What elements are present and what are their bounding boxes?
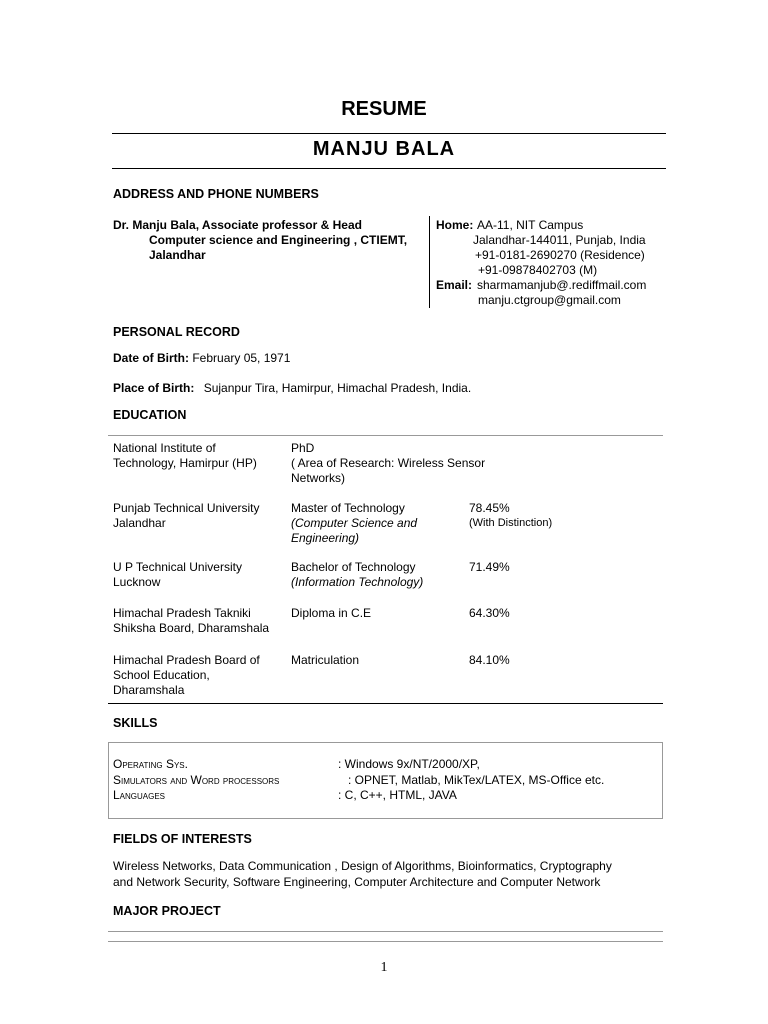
project-rule-1 (108, 931, 663, 932)
dob-row (113, 351, 290, 365)
edu-row-5-inst-1: Himachal Pradesh Board of (113, 653, 260, 667)
home-line-3: +91-0181-2690270 (Residence) (475, 248, 645, 262)
skill-value-3: : C, C++, HTML, JAVA (338, 788, 457, 802)
project-rule-2 (108, 941, 663, 942)
email-line-2: manju.ctgroup@gmail.com (478, 293, 621, 307)
skills-heading: SKILLS (113, 716, 158, 730)
edu-row-2-inst-1: Punjab Technical University (113, 501, 260, 515)
edu-row-4-score: 64.30% (469, 606, 510, 620)
edu-row-5-inst-3: Dharamshala (113, 683, 185, 697)
address-divider (429, 216, 430, 308)
skill-value-2: : OPNET, Matlab, MikTex/LATEX, MS-Office etc. (348, 773, 605, 787)
interests-heading: FIELDS OF INTERESTS (113, 832, 252, 846)
edu-row-1-inst-1: National Institute of (113, 441, 216, 455)
pob-row (113, 381, 471, 395)
edu-row-2-deg-3: Engineering) (291, 531, 360, 545)
pob-value: Sujanpur Tira, Hamirpur, Himachal Pradesh, India. (203, 381, 472, 395)
edu-row-3-inst-1: U P Technical University (113, 560, 242, 574)
title-divider (112, 133, 666, 134)
skill-label-2: Simulators and Word processors (113, 773, 280, 787)
office-line-2: Computer science and Engineering , CTIEMT, (149, 233, 408, 247)
home-line-4: +91-09878402703 (M) (478, 263, 598, 277)
interests-line-1: Wireless Networks, Data Communication , Design of Algorithms, Bioinformatics, Cryptography (113, 859, 612, 873)
pob-label: Place of Birth: (113, 381, 195, 395)
edu-row-2-score: 78.45% (469, 501, 510, 515)
edu-row-5-inst-2: School Education, (113, 668, 210, 682)
edu-row-2-inst-2: Jalandhar (113, 516, 166, 530)
edu-row-5-score: 84.10% (469, 653, 510, 667)
office-line-3: Jalandhar (149, 248, 206, 262)
edu-row-2-note: (With Distinction) (469, 517, 553, 529)
edu-row-4-deg-1: Diploma in C.E (291, 606, 372, 620)
edu-row-5-deg-1: Matriculation (291, 653, 360, 667)
resume-title: RESUME (341, 98, 427, 120)
edu-row-3-inst-2: Lucknow (113, 575, 161, 589)
skill-label-3: Languages (113, 788, 166, 802)
edu-row-3-deg-1: Bachelor of Technology (291, 560, 416, 574)
project-heading: MAJOR PROJECT (113, 904, 221, 918)
edu-row-1-inst-2: Technology, Hamirpur (HP) (113, 456, 257, 470)
email-label: Email: (436, 278, 473, 292)
home-line-1: AA-11, NIT Campus (477, 218, 584, 232)
name-divider (112, 168, 666, 169)
edu-row-1-deg-1: PhD (291, 441, 315, 455)
edu-row-1-deg-3: Networks) (291, 471, 346, 485)
skill-value-1: : Windows 9x/NT/2000/XP, (338, 757, 480, 771)
edu-row-4-inst-1: Himachal Pradesh Takniki (113, 606, 251, 620)
skill-label-1: Operating Sys. (113, 757, 188, 771)
page-number: 1 (380, 960, 388, 975)
education-bottom-rule (108, 703, 663, 704)
email-line-1: sharmamanjub@.rediffmail.com (477, 278, 647, 292)
edu-row-3-score: 71.49% (469, 560, 510, 574)
education-top-rule (108, 435, 663, 436)
edu-row-2-deg-2: (Computer Science and (291, 516, 418, 530)
interests-line-2: and Network Security, Software Engineering, Computer Architecture and Computer Network (113, 875, 601, 889)
candidate-name: MANJU BALA (312, 138, 456, 160)
home-line-2: Jalandhar-144011, Punjab, India (473, 233, 646, 247)
home-label: Home: (436, 218, 474, 232)
education-heading: EDUCATION (113, 408, 187, 422)
edu-row-4-inst-2: Shiksha Board, Dharamshala (113, 621, 270, 635)
dob-label: Date of Birth: (113, 351, 189, 365)
address-heading: ADDRESS AND PHONE NUMBERS (113, 187, 319, 201)
edu-row-3-deg-2: (Information Technology) (291, 575, 424, 589)
dob-value: February 05, 1971 (192, 351, 291, 365)
office-line-1: Dr. Manju Bala, Associate professor & Head (113, 218, 362, 232)
edu-row-2-deg-1: Master of Technology (291, 501, 405, 515)
personal-heading: PERSONAL RECORD (113, 325, 240, 339)
edu-row-1-deg-2: ( Area of Research: Wireless Sensor (291, 456, 486, 470)
